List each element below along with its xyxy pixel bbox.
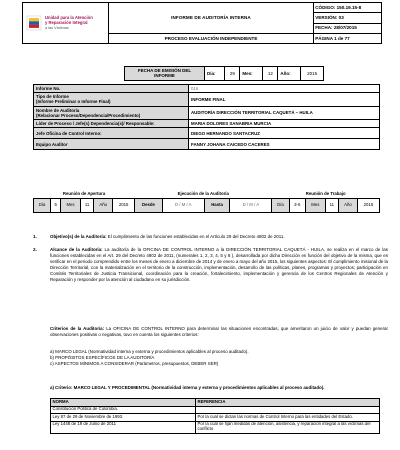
exec-from-value — [162, 198, 204, 212]
emission-day-label: Día: — [205, 67, 225, 81]
objective-label: Objetivo(s) de la Auditoría: — [50, 234, 107, 239]
info-value: 016 — [189, 85, 380, 93]
ref-cell: Por la cual se dictan las normas de Control Interno para las entidades del Estado. — [196, 414, 380, 422]
criteria-label: Criterios de la Auditoría: — [50, 326, 105, 331]
table-row — [51, 414, 380, 422]
ref-cell: Por la cual se fijan medidas de atención, asistencia, y reparación integral a las víctimas del conflicto — [196, 421, 380, 433]
emission-year-label: Año: — [278, 67, 301, 81]
exec-to-value — [230, 198, 272, 212]
info-label: Nombre de Auditoría (Relacionar Proceso/Dependencia/Procedimiento) — [34, 106, 189, 119]
info-value: AUDITORÍA DIRECCIÓN TERRITORIAL CAQUETÁ – HUILA — [189, 106, 380, 119]
opening-year: 2015 — [113, 198, 135, 212]
criteria-text: La OFICINA DE CONTROL INTERNO para determinar las situaciones encontradas, que ameritaron un juicio de valor y puedan generar observaciones positivas o negativas, tuvo en cuenta los siguientes criterios: — [50, 326, 388, 337]
criteria-item: a) MARCO LEGAL (Normatividad interna y externa y procedimientos aplicables al proceso auditado). — [50, 349, 249, 354]
closing-month-label: Mes — [306, 198, 326, 212]
opening-day-label: Día — [34, 198, 51, 212]
objective-text: El cumplimiento de las funciones establecidas en el Artículo 29 del Decreto 4802 de 2011. — [106, 234, 285, 239]
emission-label: FECHA DE EMISIÓN DEL INFORME — [125, 67, 205, 81]
info-row — [34, 93, 380, 106]
emission-month: 12 — [263, 67, 278, 81]
doc-version: VERSIÓN: 03 — [314, 13, 382, 23]
info-label: Equipo Auditor — [34, 139, 189, 150]
logo-line-3: a las Víctimas — [45, 25, 69, 30]
doc-page: PÁGINA 1 de 77 — [314, 33, 382, 43]
section-number: 1. — [33, 234, 37, 239]
info-label: Informe No. — [34, 85, 189, 93]
emission-day: 29 — [225, 67, 240, 81]
norms-table — [50, 398, 380, 434]
info-value: DIEGO HERNANDO SANTACRUZ — [189, 128, 380, 139]
emission-date-table — [124, 66, 324, 81]
opening-month-label: Mes — [61, 198, 81, 212]
criteria-item: b) PROPÓSITOS ESPECÍFICOS DE LA AUDITORÍA — [50, 354, 155, 360]
closing-title: Reunión de Trabajo — [305, 191, 346, 196]
norms-col-norma: NORMA — [51, 399, 196, 407]
norm-cell: Constitución Política de Colombia. — [51, 406, 196, 414]
opening-month: 11 — [80, 198, 93, 212]
table-row — [51, 421, 380, 433]
opening-day: 5 — [51, 198, 61, 212]
logo-text — [45, 16, 93, 29]
logo-line-2: y Reparación Integral — [45, 19, 88, 25]
section-number: 2. — [33, 247, 37, 252]
info-label: Tipo de Informe (Informe Preliminar o Informe Final) — [34, 93, 189, 106]
info-value: INFORME FINAL — [189, 93, 380, 106]
table-row — [51, 406, 380, 414]
closing-year: 2015 — [357, 198, 379, 212]
scope-paragraph — [50, 247, 388, 283]
meetings-table — [33, 191, 380, 213]
criteria-a-heading: a) Criterio: MARCO LEGAL Y PROCEDIMENTAL (Normatividad interna y externa y procedimientos aplicables al proceso auditado). — [50, 385, 325, 390]
norms-col-referencia: REFERENCIA — [196, 399, 380, 407]
criteria-item: c) ASPECTOS MÍNIMOS A CONSIDERAR (Parámetros, presupuestos, DEBER SER) — [50, 360, 219, 366]
info-label: Jefe Oficina de Control Interno: — [34, 128, 189, 139]
info-value: FANNY JOHANA CAICEDO CACERES — [189, 139, 380, 150]
info-label: Líder de Proceso / Jefe(s) Dependencia(s)/ Responsable: — [34, 119, 189, 127]
criteria-list — [50, 349, 370, 367]
closing-day: 3-6 — [289, 198, 305, 212]
info-row — [34, 128, 380, 139]
document-header — [22, 2, 382, 44]
info-value: MARIA DOLORES SANABRIA MURCIA — [189, 119, 380, 127]
execution-title: Ejecución de la Auditoría — [177, 191, 229, 196]
exec-to-format: D / M / A — [242, 201, 260, 207]
closing-day-label: Día — [272, 198, 289, 212]
logo-cell — [23, 3, 109, 44]
emission-month-label: Mes: — [240, 67, 263, 81]
objective-paragraph — [50, 234, 388, 240]
logo-line-1: Unidad para la Atención — [45, 15, 93, 21]
exec-from-label: Desde — [135, 198, 163, 212]
norm-cell: Ley 87 de 29 de Noviembre de 1993. — [51, 414, 196, 422]
emission-year: 2015 — [301, 67, 324, 81]
info-row — [34, 139, 380, 150]
report-info-table — [33, 84, 380, 150]
document-title: INFORME DE AUDITORÍA INTERNA — [109, 3, 314, 34]
info-row — [34, 106, 380, 119]
info-row — [34, 119, 380, 127]
doc-code: CÓDIGO: 150.19.15-8 — [314, 3, 382, 13]
criteria-paragraph — [50, 326, 388, 338]
process-name: PROCESO EVALUACIÓN INDEPENDIENTE — [109, 33, 314, 43]
opening-title: Reunión de Apertura — [62, 191, 106, 196]
info-row — [34, 85, 380, 93]
norm-cell: Ley 1448 de 19 de Junio de 2011 — [51, 421, 196, 433]
exec-from-format: D / M / A — [175, 201, 192, 207]
doc-date: FECHA: 28/07/2015 — [314, 23, 382, 33]
exec-to-label: Hasta — [204, 198, 230, 212]
closing-year-label: Año — [339, 198, 358, 212]
unidad-logo-icon — [26, 15, 42, 31]
scope-text: La auditoría de la OFICINA DE CONTROL INTERNO a la DIRECCIÓN TERRITORIAL CAQUETÁ - HUILA, se realiza en el marco de las funciones establecidas en el Art. 29 del Decreto 4802 de 2011, (numerales 1, 2, 3, 4, 5 y 8 ), desarrollada por dicha Dirección en función del objetivo de la misma, que es verificar en el periodo comprendido entre los meses de enero a diciembre de 2014 y de enero a mayo del año 2015, los siguientes aspectos: El cumplimiento misional de la Dirección Territorial, con la materialización en el territorio de la construcción, implementación, desarrollo de las políticas, planes, programas y proyectos; participación en Comités Territoriales de Justicia Transicional, coordinación para la creación, fortalecimiento, implementación y gerencia de los Centros Regionales de Atención y Reparación y responder por la atención al ciudadano en su jurisdicción. — [50, 247, 388, 282]
opening-year-label: Año — [94, 198, 113, 212]
ref-cell — [196, 406, 380, 414]
scope-label: Alcance de la Auditoría: — [50, 247, 103, 252]
closing-month: 11 — [325, 198, 338, 212]
